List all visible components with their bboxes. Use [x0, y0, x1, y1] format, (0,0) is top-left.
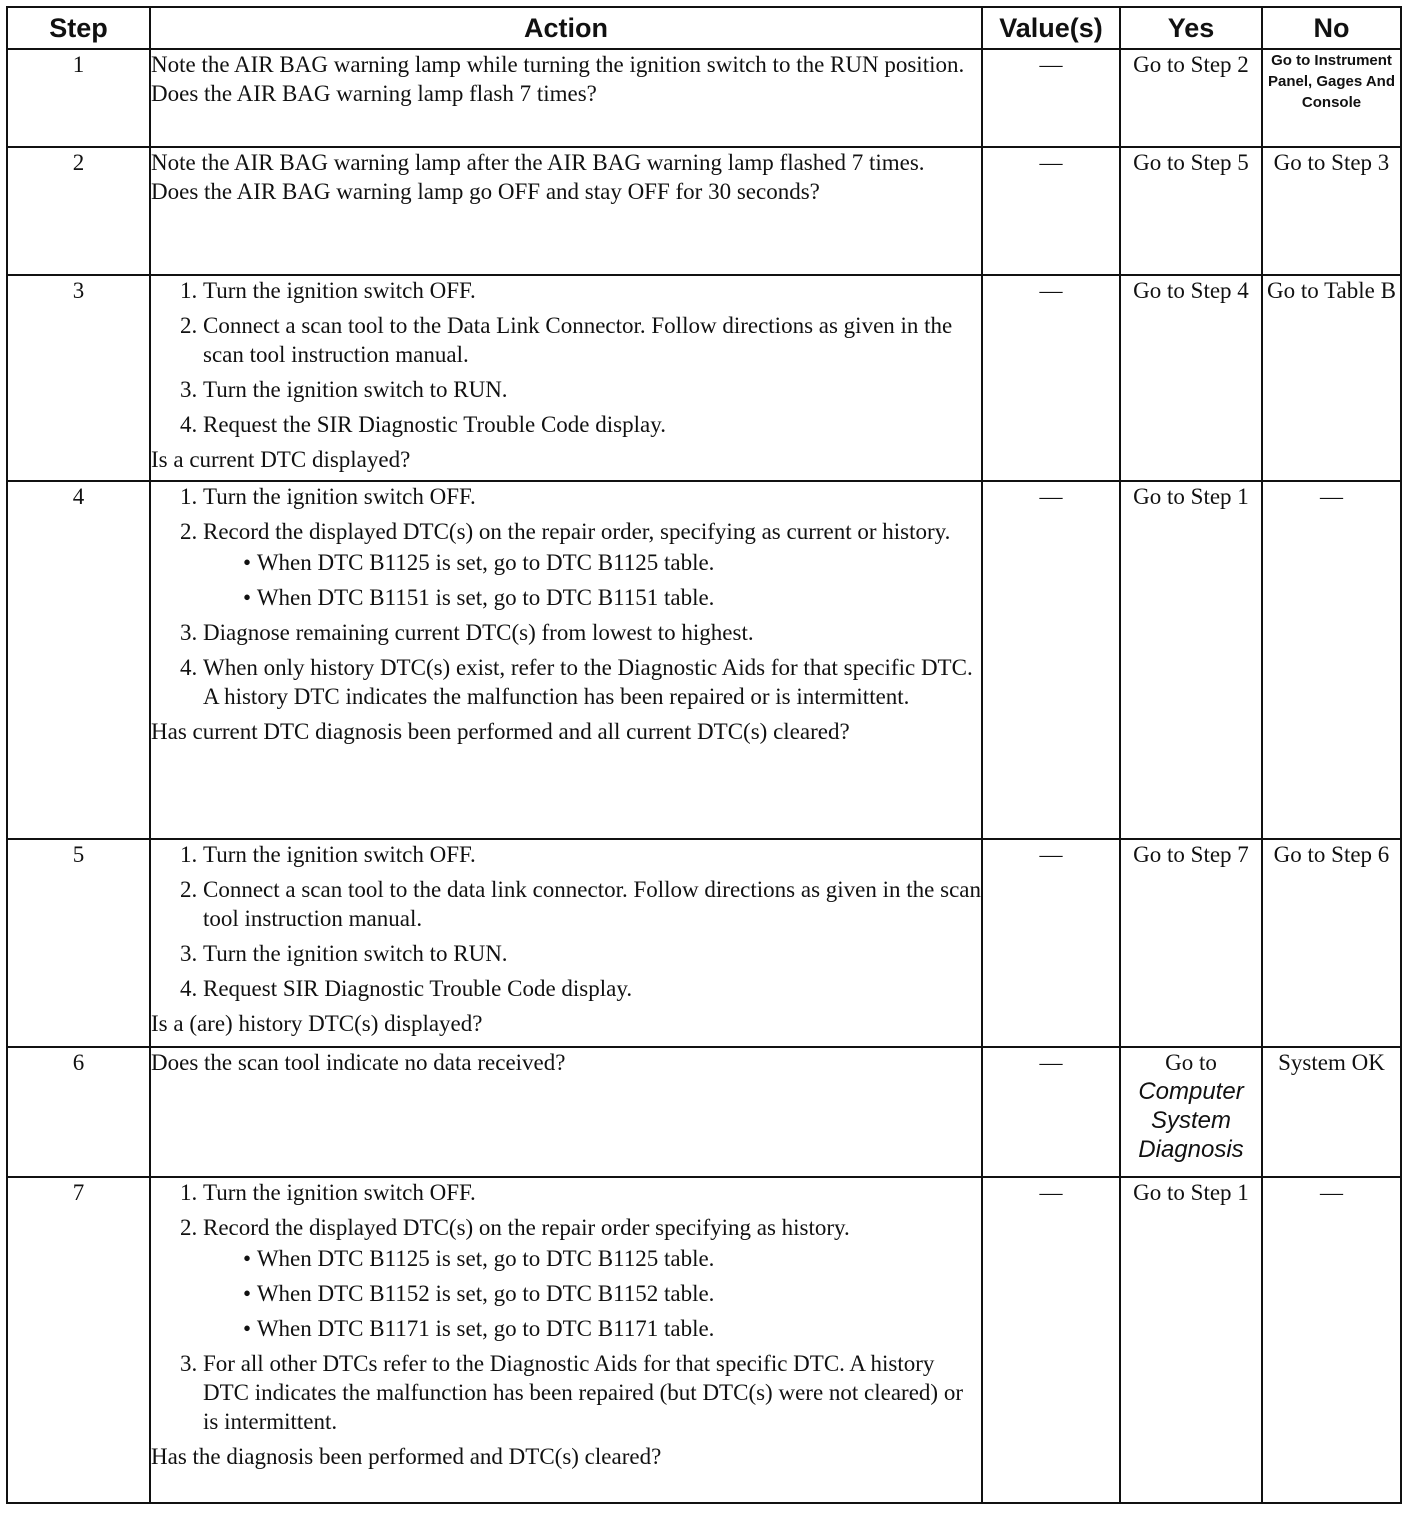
action-steps	[151, 1178, 981, 1436]
dtc-bullets	[203, 548, 981, 612]
no-cell: Go to Table B	[1262, 275, 1401, 481]
yes-cell: Go to Step 7	[1120, 839, 1262, 1047]
action-cell	[150, 1177, 982, 1503]
action-step	[203, 482, 981, 511]
table-row	[7, 839, 1401, 1047]
header-row	[7, 7, 1401, 49]
value-cell: —	[982, 1177, 1120, 1503]
no-cell: Go to Instrument Panel, Gages And Console	[1262, 49, 1401, 147]
action-step	[203, 517, 981, 612]
action-step-text: When only history DTC(s) exist, refer to the Diagnostic Aids for that specific DTC. A history DTC indicates the malfunction has been repaired or is intermittent.	[203, 655, 973, 709]
yes-cell: Go to Step 4	[1120, 275, 1262, 481]
step-number: 7	[7, 1177, 150, 1503]
action-step: 1. Turn the ignition switch OFF.	[203, 276, 981, 305]
action-question: Does the scan tool indicate no data received?	[151, 1050, 566, 1075]
action-cell	[150, 839, 982, 1047]
dtc-bullet: • When DTC B1171 is set, go to DTC B1171 table.	[243, 1314, 981, 1343]
no-cell: Go to Step 3	[1262, 147, 1401, 275]
table-row	[7, 147, 1401, 275]
step-number: 4	[7, 481, 150, 839]
action-question: Is a (are) history DTC(s) displayed?	[151, 1011, 483, 1036]
step-number: 3	[7, 275, 150, 481]
action-cell	[150, 49, 982, 147]
dtc-bullet: • When DTC B1125 is set, go to DTC B1125 table.	[243, 548, 981, 577]
value-cell: —	[982, 481, 1120, 839]
action-cell	[150, 275, 982, 481]
computer-system-diagnosis-link[interactable]: Computer System Diagnosis	[1138, 1078, 1244, 1163]
value-cell: —	[982, 275, 1120, 481]
step-number: 2	[7, 147, 150, 275]
action-step: 2. Connect a scan tool to the Data Link Connector. Follow directions as given in the scan tool instruction manual.	[203, 311, 981, 369]
action-question: Does the AIR BAG warning lamp go OFF and stay OFF for 30 seconds?	[151, 179, 820, 204]
action-step	[203, 618, 981, 647]
action-cell	[150, 147, 982, 275]
action-question: Has current DTC diagnosis been performed and all current DTC(s) cleared?	[151, 719, 850, 744]
no-cell: —	[1262, 481, 1401, 839]
dtc-bullet: • When DTC B1152 is set, go to DTC B1152 table.	[243, 1279, 981, 1308]
action-step: 2. Connect a scan tool to the data link connector. Follow directions as given in the scan tool instruction manual.	[203, 875, 981, 933]
action-step	[203, 1349, 981, 1436]
value-cell: —	[982, 147, 1120, 275]
action-cell	[150, 481, 982, 839]
diagnostic-table	[6, 6, 1402, 1504]
action-question: Does the AIR BAG warning lamp flash 7 times?	[151, 81, 597, 106]
yes-cell	[1120, 1047, 1262, 1177]
table-row	[7, 49, 1401, 147]
action-text: Note the AIR BAG warning lamp after the AIR BAG warning lamp flashed 7 times.	[151, 150, 925, 175]
value-cell: —	[982, 839, 1120, 1047]
value-cell: —	[982, 1047, 1120, 1177]
table-row	[7, 1047, 1401, 1177]
table-row	[7, 481, 1401, 839]
yes-cell: Go to Step 2	[1120, 49, 1262, 147]
yes-cell: Go to Step 1	[1120, 481, 1262, 839]
step-number: 1	[7, 49, 150, 147]
table-row	[7, 1177, 1401, 1503]
no-cell: System OK	[1262, 1047, 1401, 1177]
action-step: 3. Turn the ignition switch to RUN.	[203, 939, 981, 968]
action-cell	[150, 1047, 982, 1177]
yes-prefix: Go to	[1165, 1050, 1217, 1075]
dtc-bullet: • When DTC B1151 is set, go to DTC B1151 table.	[243, 583, 981, 612]
dtc-bullet: • When DTC B1125 is set, go to DTC B1125 table.	[243, 1244, 981, 1273]
no-cell: Go to Step 6	[1262, 839, 1401, 1047]
action-step: 4. Request SIR Diagnostic Trouble Code display.	[203, 974, 981, 1003]
action-question: Has the diagnosis been performed and DTC(s) cleared?	[151, 1444, 662, 1469]
header-step: Step	[7, 7, 150, 49]
action-step-text: Turn the ignition switch OFF.	[203, 1180, 476, 1205]
value-cell: —	[982, 49, 1120, 147]
action-step	[203, 653, 981, 711]
action-steps	[151, 276, 981, 439]
action-text: Note the AIR BAG warning lamp while turning the ignition switch to the RUN position.	[151, 52, 965, 77]
no-cell: —	[1262, 1177, 1401, 1503]
action-step-text: Turn the ignition switch OFF.	[203, 484, 476, 509]
action-steps	[151, 840, 981, 1003]
header-yes: Yes	[1120, 7, 1262, 49]
header-values: Value(s)	[982, 7, 1120, 49]
step-number: 5	[7, 839, 150, 1047]
action-question: Is a current DTC displayed?	[151, 447, 411, 472]
action-step-text: Diagnose remaining current DTC(s) from lowest to highest.	[203, 620, 754, 645]
action-step-text: Record the displayed DTC(s) on the repair order, specifying as current or history.	[203, 519, 951, 544]
dtc-bullets	[203, 1244, 981, 1343]
action-step	[203, 1213, 981, 1343]
header-no: No	[1262, 7, 1401, 49]
table-row	[7, 275, 1401, 481]
action-step: 3. Turn the ignition switch to RUN.	[203, 375, 981, 404]
action-steps	[151, 482, 981, 711]
action-step	[203, 1178, 981, 1207]
action-step: 1. Turn the ignition switch OFF.	[203, 840, 981, 869]
header-action: Action	[150, 7, 982, 49]
action-step: 4. Request the SIR Diagnostic Trouble Code display.	[203, 410, 981, 439]
step-number: 6	[7, 1047, 150, 1177]
action-step-text: Record the displayed DTC(s) on the repair order specifying as history.	[203, 1215, 850, 1240]
yes-cell: Go to Step 1	[1120, 1177, 1262, 1503]
yes-cell: Go to Step 5	[1120, 147, 1262, 275]
action-step-text: For all other DTCs refer to the Diagnostic Aids for that specific DTC. A history DTC indicates the malfunction has been repaired (but DTC(s) were not cleared) or is intermittent.	[203, 1351, 963, 1434]
